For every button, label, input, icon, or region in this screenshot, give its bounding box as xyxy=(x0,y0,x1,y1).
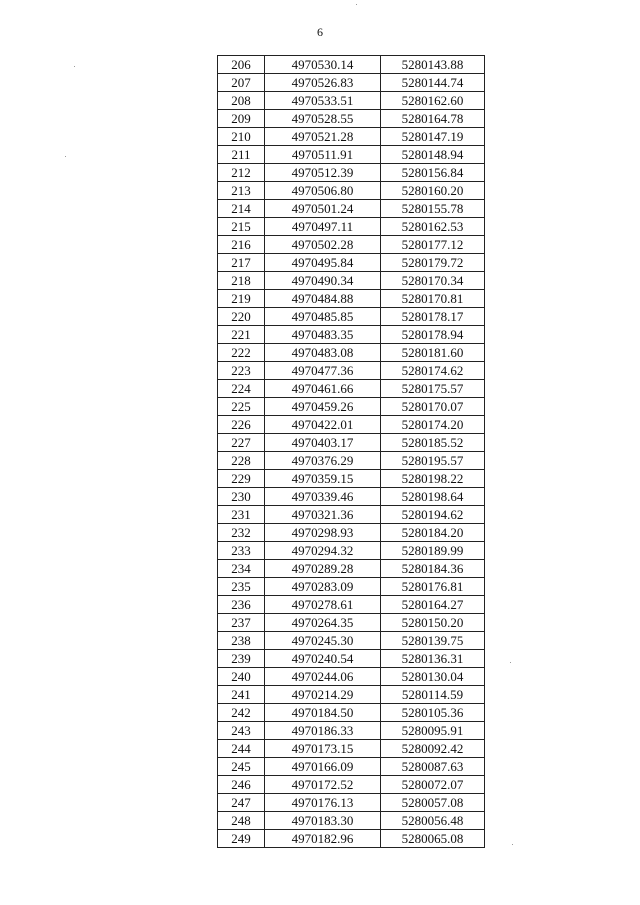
table-row xyxy=(218,614,485,632)
y-coordinate-cell: 5280148.94 xyxy=(381,146,485,164)
point-number-cell: 237 xyxy=(218,614,265,632)
point-number-cell: 220 xyxy=(218,308,265,326)
point-number-cell: 240 xyxy=(218,668,265,686)
scan-speck xyxy=(512,844,513,845)
point-number-cell: 249 xyxy=(218,830,265,848)
x-coordinate-cell: 4970485.85 xyxy=(265,308,381,326)
x-coordinate-cell: 4970214.29 xyxy=(265,686,381,704)
y-coordinate-cell: 5280178.94 xyxy=(381,326,485,344)
point-number-cell: 227 xyxy=(218,434,265,452)
y-coordinate-cell: 5280156.84 xyxy=(381,164,485,182)
y-coordinate-cell: 5280194.62 xyxy=(381,506,485,524)
y-coordinate-cell: 5280150.20 xyxy=(381,614,485,632)
page-number: 6 xyxy=(317,25,323,39)
y-coordinate-cell: 5280164.27 xyxy=(381,596,485,614)
table-row xyxy=(218,632,485,650)
y-coordinate-cell: 5280056.48 xyxy=(381,812,485,830)
scan-speck xyxy=(510,662,511,663)
y-coordinate-cell: 5280095.91 xyxy=(381,722,485,740)
table-row xyxy=(218,722,485,740)
point-number-cell: 241 xyxy=(218,686,265,704)
x-coordinate-cell: 4970461.66 xyxy=(265,380,381,398)
x-coordinate-cell: 4970483.35 xyxy=(265,326,381,344)
point-number-cell: 244 xyxy=(218,740,265,758)
x-coordinate-cell: 4970289.28 xyxy=(265,560,381,578)
x-coordinate-cell: 4970495.84 xyxy=(265,254,381,272)
x-coordinate-cell: 4970502.28 xyxy=(265,236,381,254)
point-number-cell: 233 xyxy=(218,542,265,560)
table-row xyxy=(218,326,485,344)
scan-speck xyxy=(356,4,357,5)
x-coordinate-cell: 4970490.34 xyxy=(265,272,381,290)
point-number-cell: 212 xyxy=(218,164,265,182)
table-row xyxy=(218,74,485,92)
scan-speck xyxy=(74,66,75,67)
point-number-cell: 210 xyxy=(218,128,265,146)
y-coordinate-cell: 5280185.52 xyxy=(381,434,485,452)
x-coordinate-cell: 4970521.28 xyxy=(265,128,381,146)
x-coordinate-cell: 4970244.06 xyxy=(265,668,381,686)
point-number-cell: 230 xyxy=(218,488,265,506)
table-row xyxy=(218,812,485,830)
table-row xyxy=(218,182,485,200)
point-number-cell: 223 xyxy=(218,362,265,380)
table-row xyxy=(218,128,485,146)
y-coordinate-cell: 5280155.78 xyxy=(381,200,485,218)
point-number-cell: 224 xyxy=(218,380,265,398)
x-coordinate-cell: 4970459.26 xyxy=(265,398,381,416)
table-row xyxy=(218,578,485,596)
y-coordinate-cell: 5280160.20 xyxy=(381,182,485,200)
x-coordinate-cell: 4970298.93 xyxy=(265,524,381,542)
x-coordinate-cell: 4970186.33 xyxy=(265,722,381,740)
point-number-cell: 245 xyxy=(218,758,265,776)
table-row xyxy=(218,272,485,290)
y-coordinate-cell: 5280092.42 xyxy=(381,740,485,758)
y-coordinate-cell: 5280175.57 xyxy=(381,380,485,398)
point-number-cell: 236 xyxy=(218,596,265,614)
point-number-cell: 209 xyxy=(218,110,265,128)
x-coordinate-cell: 4970501.24 xyxy=(265,200,381,218)
table-row xyxy=(218,92,485,110)
point-number-cell: 217 xyxy=(218,254,265,272)
table-row xyxy=(218,56,485,74)
table-row xyxy=(218,218,485,236)
x-coordinate-cell: 4970533.51 xyxy=(265,92,381,110)
point-number-cell: 248 xyxy=(218,812,265,830)
table-row xyxy=(218,686,485,704)
y-coordinate-cell: 5280136.31 xyxy=(381,650,485,668)
x-coordinate-cell: 4970339.46 xyxy=(265,488,381,506)
x-coordinate-cell: 4970497.11 xyxy=(265,218,381,236)
point-number-cell: 232 xyxy=(218,524,265,542)
x-coordinate-cell: 4970264.35 xyxy=(265,614,381,632)
y-coordinate-cell: 5280179.72 xyxy=(381,254,485,272)
y-coordinate-cell: 5280144.74 xyxy=(381,74,485,92)
point-number-cell: 247 xyxy=(218,794,265,812)
point-number-cell: 221 xyxy=(218,326,265,344)
table-row xyxy=(218,506,485,524)
x-coordinate-cell: 4970321.36 xyxy=(265,506,381,524)
x-coordinate-cell: 4970511.91 xyxy=(265,146,381,164)
x-coordinate-cell: 4970278.61 xyxy=(265,596,381,614)
table-row xyxy=(218,416,485,434)
x-coordinate-cell: 4970483.08 xyxy=(265,344,381,362)
scan-speck xyxy=(65,156,66,157)
table-row xyxy=(218,542,485,560)
table-row xyxy=(218,434,485,452)
point-number-cell: 207 xyxy=(218,74,265,92)
y-coordinate-cell: 5280178.17 xyxy=(381,308,485,326)
y-coordinate-cell: 5280105.36 xyxy=(381,704,485,722)
table-row xyxy=(218,452,485,470)
y-coordinate-cell: 5280174.20 xyxy=(381,416,485,434)
table-row xyxy=(218,668,485,686)
x-coordinate-cell: 4970166.09 xyxy=(265,758,381,776)
table-row xyxy=(218,146,485,164)
table-row xyxy=(218,470,485,488)
table-row xyxy=(218,794,485,812)
table-row xyxy=(218,308,485,326)
table-row xyxy=(218,290,485,308)
x-coordinate-cell: 4970422.01 xyxy=(265,416,381,434)
table-row xyxy=(218,650,485,668)
table-row xyxy=(218,758,485,776)
point-number-cell: 218 xyxy=(218,272,265,290)
y-coordinate-cell: 5280170.81 xyxy=(381,290,485,308)
table-row xyxy=(218,776,485,794)
point-number-cell: 215 xyxy=(218,218,265,236)
point-number-cell: 211 xyxy=(218,146,265,164)
point-number-cell: 234 xyxy=(218,560,265,578)
x-coordinate-cell: 4970184.50 xyxy=(265,704,381,722)
x-coordinate-cell: 4970512.39 xyxy=(265,164,381,182)
y-coordinate-cell: 5280174.62 xyxy=(381,362,485,380)
y-coordinate-cell: 5280139.75 xyxy=(381,632,485,650)
table-row xyxy=(218,704,485,722)
x-coordinate-cell: 4970182.96 xyxy=(265,830,381,848)
y-coordinate-cell: 5280057.08 xyxy=(381,794,485,812)
point-number-cell: 243 xyxy=(218,722,265,740)
table-row xyxy=(218,740,485,758)
table-row xyxy=(218,200,485,218)
y-coordinate-cell: 5280176.81 xyxy=(381,578,485,596)
table-row xyxy=(218,488,485,506)
point-number-cell: 242 xyxy=(218,704,265,722)
y-coordinate-cell: 5280198.64 xyxy=(381,488,485,506)
x-coordinate-cell: 4970530.14 xyxy=(265,56,381,74)
x-coordinate-cell: 4970183.30 xyxy=(265,812,381,830)
point-number-cell: 225 xyxy=(218,398,265,416)
y-coordinate-cell: 5280181.60 xyxy=(381,344,485,362)
table-row xyxy=(218,524,485,542)
point-number-cell: 219 xyxy=(218,290,265,308)
y-coordinate-cell: 5280164.78 xyxy=(381,110,485,128)
x-coordinate-cell: 4970245.30 xyxy=(265,632,381,650)
x-coordinate-cell: 4970403.17 xyxy=(265,434,381,452)
x-coordinate-cell: 4970173.15 xyxy=(265,740,381,758)
point-number-cell: 246 xyxy=(218,776,265,794)
point-number-cell: 222 xyxy=(218,344,265,362)
table-row xyxy=(218,398,485,416)
table-row xyxy=(218,344,485,362)
point-number-cell: 214 xyxy=(218,200,265,218)
x-coordinate-cell: 4970172.52 xyxy=(265,776,381,794)
table-row xyxy=(218,830,485,848)
point-number-cell: 216 xyxy=(218,236,265,254)
point-number-cell: 239 xyxy=(218,650,265,668)
x-coordinate-cell: 4970376.29 xyxy=(265,452,381,470)
y-coordinate-cell: 5280170.07 xyxy=(381,398,485,416)
x-coordinate-cell: 4970176.13 xyxy=(265,794,381,812)
table-row xyxy=(218,164,485,182)
y-coordinate-cell: 5280065.08 xyxy=(381,830,485,848)
table-row xyxy=(218,110,485,128)
point-number-cell: 206 xyxy=(218,56,265,74)
coordinates-table xyxy=(217,55,485,848)
y-coordinate-cell: 5280184.20 xyxy=(381,524,485,542)
table-row xyxy=(218,596,485,614)
x-coordinate-cell: 4970240.54 xyxy=(265,650,381,668)
coordinates-table-body xyxy=(218,56,485,848)
y-coordinate-cell: 5280170.34 xyxy=(381,272,485,290)
y-coordinate-cell: 5280147.19 xyxy=(381,128,485,146)
y-coordinate-cell: 5280072.07 xyxy=(381,776,485,794)
x-coordinate-cell: 4970506.80 xyxy=(265,182,381,200)
table-row xyxy=(218,236,485,254)
point-number-cell: 228 xyxy=(218,452,265,470)
point-number-cell: 238 xyxy=(218,632,265,650)
table-row xyxy=(218,560,485,578)
y-coordinate-cell: 5280162.60 xyxy=(381,92,485,110)
table-row xyxy=(218,254,485,272)
table-row xyxy=(218,380,485,398)
point-number-cell: 231 xyxy=(218,506,265,524)
y-coordinate-cell: 5280184.36 xyxy=(381,560,485,578)
x-coordinate-cell: 4970528.55 xyxy=(265,110,381,128)
y-coordinate-cell: 5280143.88 xyxy=(381,56,485,74)
x-coordinate-cell: 4970526.83 xyxy=(265,74,381,92)
y-coordinate-cell: 5280177.12 xyxy=(381,236,485,254)
point-number-cell: 235 xyxy=(218,578,265,596)
y-coordinate-cell: 5280087.63 xyxy=(381,758,485,776)
x-coordinate-cell: 4970477.36 xyxy=(265,362,381,380)
y-coordinate-cell: 5280130.04 xyxy=(381,668,485,686)
x-coordinate-cell: 4970359.15 xyxy=(265,470,381,488)
point-number-cell: 208 xyxy=(218,92,265,110)
y-coordinate-cell: 5280195.57 xyxy=(381,452,485,470)
point-number-cell: 229 xyxy=(218,470,265,488)
point-number-cell: 226 xyxy=(218,416,265,434)
y-coordinate-cell: 5280189.99 xyxy=(381,542,485,560)
y-coordinate-cell: 5280114.59 xyxy=(381,686,485,704)
table-row xyxy=(218,362,485,380)
x-coordinate-cell: 4970294.32 xyxy=(265,542,381,560)
y-coordinate-cell: 5280162.53 xyxy=(381,218,485,236)
y-coordinate-cell: 5280198.22 xyxy=(381,470,485,488)
x-coordinate-cell: 4970283.09 xyxy=(265,578,381,596)
point-number-cell: 213 xyxy=(218,182,265,200)
x-coordinate-cell: 4970484.88 xyxy=(265,290,381,308)
